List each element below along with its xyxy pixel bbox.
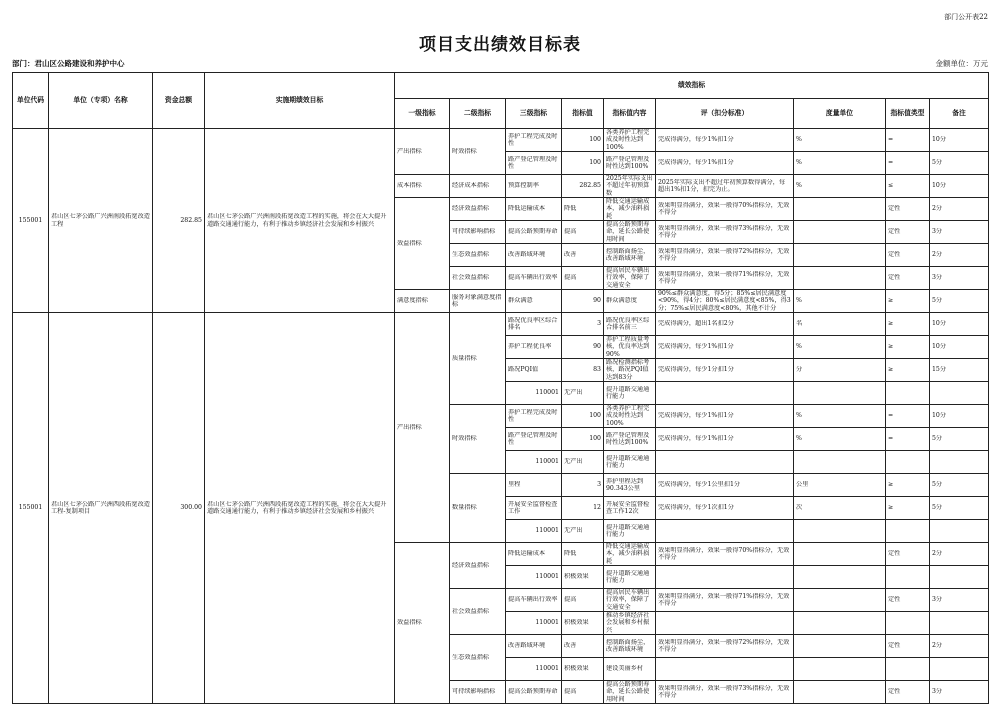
note-cell bbox=[930, 566, 989, 589]
value-cell: 改善 bbox=[562, 244, 604, 267]
level2-cell: 可持续影响指标 bbox=[450, 681, 506, 704]
scoring-cell bbox=[656, 612, 794, 635]
level2-cell: 时效指标 bbox=[450, 129, 506, 175]
content-cell: 群众满意度 bbox=[604, 290, 656, 313]
value-type-cell: ≥ bbox=[886, 313, 930, 336]
content-cell: 降低交通运输成本，减少油料损耗 bbox=[604, 198, 656, 221]
level3-cell: 110001 bbox=[506, 451, 562, 474]
scoring-cell: 效果明显得满分，效果一般得72%指标分，无效不得分 bbox=[656, 635, 794, 658]
level3-cell: 110001 bbox=[506, 612, 562, 635]
value-type-cell bbox=[886, 658, 930, 681]
level3-cell: 提高车辆出行效率 bbox=[506, 267, 562, 290]
level3-cell: 预算控制率 bbox=[506, 175, 562, 198]
level3-cell: 110001 bbox=[506, 520, 562, 543]
measure-cell: 公里 bbox=[794, 474, 886, 497]
value-type-cell: 定性 bbox=[886, 244, 930, 267]
total-funds-cell: 300.00 bbox=[153, 313, 205, 704]
note-cell: 10分 bbox=[930, 129, 989, 152]
scoring-cell: 90%≤群众满意度，得5分；85%≤居民满意度<90%，得4分；80%≤居民满意度<85%，得3分；75%≤居民满意度<80%，其他不计分 bbox=[656, 290, 794, 313]
scoring-cell: 效果明显得满分，效果一般得73%指标分，无效不得分 bbox=[656, 681, 794, 704]
content-cell: 提高公路预期寿命，延长公路使用时间 bbox=[604, 221, 656, 244]
header-note: 备注 bbox=[930, 99, 989, 129]
value-cell: 提高 bbox=[562, 681, 604, 704]
measure-cell: % bbox=[794, 290, 886, 313]
content-cell: 路产登记管理及时性达到100% bbox=[604, 152, 656, 175]
measure-cell: 名 bbox=[794, 313, 886, 336]
level2-cell: 时效指标 bbox=[450, 405, 506, 474]
level2-cell: 经济成本指标 bbox=[450, 175, 506, 198]
measure-cell bbox=[794, 221, 886, 244]
level3-cell: 提高车辆出行效率 bbox=[506, 589, 562, 612]
note-cell: 5分 bbox=[930, 497, 989, 520]
table-row bbox=[13, 129, 989, 152]
measure-cell bbox=[794, 382, 886, 405]
value-type-cell: ≥ bbox=[886, 497, 930, 520]
measure-cell: 分 bbox=[794, 359, 886, 382]
scoring-cell: 完成得满分，每少1%扣1分 bbox=[656, 129, 794, 152]
level3-cell: 路况PQI值 bbox=[506, 359, 562, 382]
note-cell: 10分 bbox=[930, 175, 989, 198]
measure-cell: % bbox=[794, 152, 886, 175]
level3-cell: 110001 bbox=[506, 566, 562, 589]
value-cell: 无产出 bbox=[562, 520, 604, 543]
level1-cell: 产出指标 bbox=[395, 129, 450, 175]
level2-cell: 生态效益指标 bbox=[450, 635, 506, 681]
value-type-cell bbox=[886, 382, 930, 405]
level3-cell: 改善路域环境 bbox=[506, 244, 562, 267]
scoring-cell: 效果明显得满分，效果一般得73%指标分，无效不得分 bbox=[656, 221, 794, 244]
value-type-cell: ≥ bbox=[886, 474, 930, 497]
note-cell: 2分 bbox=[930, 244, 989, 267]
note-cell: 5分 bbox=[930, 474, 989, 497]
scoring-cell: 效果明显得满分，效果一般得70%指标分，无效不得分 bbox=[656, 543, 794, 566]
header-level1: 一级指标 bbox=[395, 99, 450, 129]
measure-cell bbox=[794, 451, 886, 474]
value-type-cell: = bbox=[886, 129, 930, 152]
value-type-cell: 定性 bbox=[886, 635, 930, 658]
measure-cell bbox=[794, 635, 886, 658]
value-cell: 改善 bbox=[562, 635, 604, 658]
note-cell: 5分 bbox=[930, 290, 989, 313]
unit-code-cell: 155001 bbox=[13, 129, 49, 313]
value-cell: 100 bbox=[562, 152, 604, 175]
level1-cell: 效益指标 bbox=[395, 543, 450, 704]
content-cell: 养护里程达到90.343公里 bbox=[604, 474, 656, 497]
page-ref: 部门公开表22 bbox=[944, 13, 988, 21]
content-cell: 降低交通运输成本，减少油料损耗 bbox=[604, 543, 656, 566]
note-cell bbox=[930, 451, 989, 474]
level2-cell: 数量指标 bbox=[450, 474, 506, 543]
scoring-cell bbox=[656, 520, 794, 543]
measure-cell: % bbox=[794, 129, 886, 152]
scoring-cell: 效果明显得满分，效果一般得71%指标分，无效不得分 bbox=[656, 267, 794, 290]
level2-cell: 经济效益指标 bbox=[450, 198, 506, 221]
unit-name-cell: 君山区七茅公路广兴洲南段拓宽改造工程 bbox=[49, 129, 153, 313]
measure-cell bbox=[794, 198, 886, 221]
content-cell: 各类养护工程完成及时性达到100% bbox=[604, 129, 656, 152]
value-type-cell bbox=[886, 566, 930, 589]
scoring-cell: 效果明显得满分，效果一般得70%指标分，无效不得分 bbox=[656, 198, 794, 221]
note-cell: 5分 bbox=[930, 428, 989, 451]
measure-cell bbox=[794, 681, 886, 704]
value-type-cell: ≤ bbox=[886, 175, 930, 198]
measure-cell: % bbox=[794, 175, 886, 198]
scoring-cell: 完成得满分，每少1次扣1分 bbox=[656, 497, 794, 520]
value-cell: 83 bbox=[562, 359, 604, 382]
value-cell: 100 bbox=[562, 129, 604, 152]
value-cell: 提高 bbox=[562, 221, 604, 244]
scoring-cell bbox=[656, 382, 794, 405]
level3-cell: 提高公路预期寿命 bbox=[506, 681, 562, 704]
level1-cell: 满意度指标 bbox=[395, 290, 450, 313]
content-cell: 路况优良率区综合排名前三 bbox=[604, 313, 656, 336]
unit-name-cell: 君山区七茅公路广兴洲西段拓宽改造工程-复制项目 bbox=[49, 313, 153, 704]
table-row bbox=[13, 313, 989, 336]
content-cell: 各类养护工程完成及时性达到100% bbox=[604, 405, 656, 428]
level3-cell: 提高公路预期寿命 bbox=[506, 221, 562, 244]
level2-cell: 社会效益指标 bbox=[450, 589, 506, 635]
level2-cell: 经济效益指标 bbox=[450, 543, 506, 589]
content-cell: 提升道路交通通行能力 bbox=[604, 451, 656, 474]
level3-cell: 养护工程完成及时性 bbox=[506, 405, 562, 428]
scoring-cell: 完成得满分，超出1名扣2分 bbox=[656, 313, 794, 336]
content-cell: 路产登记管理及时性达到100% bbox=[604, 428, 656, 451]
level2-cell: 服务对象满意度指标 bbox=[450, 290, 506, 313]
scoring-cell: 完成得满分，每少1%扣1分 bbox=[656, 405, 794, 428]
value-cell: 降低 bbox=[562, 543, 604, 566]
measure-cell bbox=[794, 612, 886, 635]
header-measure: 度量单位 bbox=[794, 99, 886, 129]
value-type-cell bbox=[886, 520, 930, 543]
value-cell: 100 bbox=[562, 405, 604, 428]
level3-cell: 路产登记管理及时性 bbox=[506, 152, 562, 175]
note-cell: 2分 bbox=[930, 543, 989, 566]
measure-cell bbox=[794, 566, 886, 589]
scoring-cell: 完成得满分，每少1公里扣1分 bbox=[656, 474, 794, 497]
scoring-cell bbox=[656, 566, 794, 589]
content-cell: 控制路面扬尘，改善路域环境 bbox=[604, 244, 656, 267]
header-unit-code: 单位代码 bbox=[13, 73, 49, 129]
unit-code-cell: 155001 bbox=[13, 313, 49, 704]
header-indicators: 绩效指标 bbox=[395, 73, 989, 99]
header-goal: 实施期绩效目标 bbox=[205, 73, 395, 129]
content-cell: 提高居民车辆出行效率，保障了交通安全 bbox=[604, 267, 656, 290]
department-label: 部门：君山区公路建设和养护中心 bbox=[12, 59, 125, 68]
value-cell: 提高 bbox=[562, 589, 604, 612]
value-cell: 无产出 bbox=[562, 451, 604, 474]
note-cell: 3分 bbox=[930, 681, 989, 704]
level3-cell: 路况优良率区综合排名 bbox=[506, 313, 562, 336]
level1-cell: 产出指标 bbox=[395, 313, 450, 543]
note-cell: 5分 bbox=[930, 152, 989, 175]
note-cell bbox=[930, 612, 989, 635]
measure-cell: % bbox=[794, 405, 886, 428]
header-level2: 二级指标 bbox=[450, 99, 506, 129]
level2-cell: 可持续影响指标 bbox=[450, 221, 506, 244]
note-cell: 10分 bbox=[930, 313, 989, 336]
measure-cell bbox=[794, 658, 886, 681]
value-cell: 3 bbox=[562, 313, 604, 336]
level3-cell: 里程 bbox=[506, 474, 562, 497]
goal-cell: 君山区七茅公路广兴洲西段拓宽改造工程的实施，将会在大大提升道路交通通行能力，有利于推动乡镇经济社会发展和乡村振兴 bbox=[205, 313, 395, 704]
level2-cell: 质量指标 bbox=[450, 313, 506, 405]
value-type-cell: = bbox=[886, 405, 930, 428]
level3-cell: 降低运输成本 bbox=[506, 198, 562, 221]
value-type-cell: = bbox=[886, 152, 930, 175]
value-cell: 积极效果 bbox=[562, 658, 604, 681]
value-cell: 积极效果 bbox=[562, 612, 604, 635]
level3-cell: 110001 bbox=[506, 658, 562, 681]
value-type-cell: 定性 bbox=[886, 681, 930, 704]
content-cell: 养护工程质量考核，优良率达到90% bbox=[604, 336, 656, 359]
content-cell: 开展安全监督检查工作12次 bbox=[604, 497, 656, 520]
note-cell: 3分 bbox=[930, 267, 989, 290]
content-cell: 控制路面扬尘，改善路域环境 bbox=[604, 635, 656, 658]
note-cell bbox=[930, 658, 989, 681]
amount-unit-label: 金额单位：万元 bbox=[935, 59, 988, 68]
value-type-cell bbox=[886, 612, 930, 635]
note-cell: 3分 bbox=[930, 221, 989, 244]
header-scoring: 评（扣分标准） bbox=[656, 99, 794, 129]
level3-cell: 养护工程优良率 bbox=[506, 336, 562, 359]
value-type-cell: 定性 bbox=[886, 221, 930, 244]
measure-cell bbox=[794, 244, 886, 267]
level3-cell: 110001 bbox=[506, 382, 562, 405]
level3-cell: 群众满意 bbox=[506, 290, 562, 313]
measure-cell: % bbox=[794, 428, 886, 451]
content-cell: 提升道路交通通行能力 bbox=[604, 566, 656, 589]
content-cell: 提高公路预期寿命，延长公路使用时间 bbox=[604, 681, 656, 704]
page-title: 项目支出绩效目标表 bbox=[419, 35, 581, 55]
level3-cell: 降低运输成本 bbox=[506, 543, 562, 566]
value-cell: 90 bbox=[562, 336, 604, 359]
content-cell: 提升道路交通通行能力 bbox=[604, 382, 656, 405]
level3-cell: 改善路域环境 bbox=[506, 635, 562, 658]
scoring-cell: 效果明显得满分，效果一般得71%指标分，无效不得分 bbox=[656, 589, 794, 612]
level3-cell: 路产登记管理及时性 bbox=[506, 428, 562, 451]
value-cell: 提高 bbox=[562, 267, 604, 290]
value-type-cell: ≥ bbox=[886, 359, 930, 382]
value-type-cell: 定性 bbox=[886, 267, 930, 290]
value-cell: 282.85 bbox=[562, 175, 604, 198]
scoring-cell: 2025年实际支出不超过年初预算数得满分，每超出1%扣1分，扣完为止。 bbox=[656, 175, 794, 198]
header-level3: 三级指标 bbox=[506, 99, 562, 129]
value-cell: 降低 bbox=[562, 198, 604, 221]
level1-cell: 成本指标 bbox=[395, 175, 450, 198]
header-unit-name: 单位（专项）名称 bbox=[49, 73, 153, 129]
table-body bbox=[13, 129, 989, 704]
measure-cell bbox=[794, 543, 886, 566]
total-funds-cell: 282.85 bbox=[153, 129, 205, 313]
header-content: 指标值内容 bbox=[604, 99, 656, 129]
note-cell: 2分 bbox=[930, 635, 989, 658]
value-cell: 90 bbox=[562, 290, 604, 313]
note-cell: 15分 bbox=[930, 359, 989, 382]
note-cell: 3分 bbox=[930, 589, 989, 612]
note-cell: 10分 bbox=[930, 405, 989, 428]
content-cell: 路况检测指标考核，路况PQI值达到83分 bbox=[604, 359, 656, 382]
value-type-cell: 定性 bbox=[886, 589, 930, 612]
value-type-cell: 定性 bbox=[886, 543, 930, 566]
measure-cell bbox=[794, 520, 886, 543]
value-type-cell: 定性 bbox=[886, 198, 930, 221]
scoring-cell bbox=[656, 658, 794, 681]
scoring-cell: 完成得满分，每少1分扣1分 bbox=[656, 359, 794, 382]
value-cell: 12 bbox=[562, 497, 604, 520]
scoring-cell: 效果明显得满分，效果一般得72%指标分，无效不得分 bbox=[656, 244, 794, 267]
level2-cell: 社会效益指标 bbox=[450, 267, 506, 290]
value-cell: 3 bbox=[562, 474, 604, 497]
goal-cell: 君山区七茅公路广兴洲南段拓宽改造工程的实施，将会在大大提升道路交通通行能力，有利于推动乡镇经济社会发展和乡村振兴 bbox=[205, 129, 395, 313]
note-cell: 10分 bbox=[930, 336, 989, 359]
measure-cell bbox=[794, 589, 886, 612]
scoring-cell: 完成得满分，每少1%扣1分 bbox=[656, 152, 794, 175]
content-cell: 建设美丽乡村 bbox=[604, 658, 656, 681]
scoring-cell: 完成得满分，每少1%扣1分 bbox=[656, 336, 794, 359]
value-type-cell: ≥ bbox=[886, 336, 930, 359]
content-cell: 2025年实际支出不超过年初预算数 bbox=[604, 175, 656, 198]
level3-cell: 养护工程完成及时性 bbox=[506, 129, 562, 152]
content-cell: 提高居民车辆出行效率，保障了交通安全 bbox=[604, 589, 656, 612]
header-value: 指标值 bbox=[562, 99, 604, 129]
value-cell: 无产出 bbox=[562, 382, 604, 405]
measure-cell: % bbox=[794, 336, 886, 359]
level2-cell: 生态效益指标 bbox=[450, 244, 506, 267]
content-cell: 提升道路交通通行能力 bbox=[604, 520, 656, 543]
value-cell: 积极效果 bbox=[562, 566, 604, 589]
level3-cell: 开展安全监督检查工作 bbox=[506, 497, 562, 520]
note-cell: 2分 bbox=[930, 198, 989, 221]
level1-cell: 效益指标 bbox=[395, 198, 450, 290]
header-value-type: 指标值类型 bbox=[886, 99, 930, 129]
measure-cell bbox=[794, 267, 886, 290]
note-cell bbox=[930, 382, 989, 405]
measure-cell: 次 bbox=[794, 497, 886, 520]
value-type-cell: = bbox=[886, 428, 930, 451]
scoring-cell bbox=[656, 451, 794, 474]
note-cell bbox=[930, 520, 989, 543]
content-cell: 推动乡镇经济社会发展和乡村振兴 bbox=[604, 612, 656, 635]
value-type-cell: ≥ bbox=[886, 290, 930, 313]
performance-table bbox=[12, 72, 989, 704]
value-type-cell bbox=[886, 451, 930, 474]
value-cell: 100 bbox=[562, 428, 604, 451]
header-total-funds: 资金总额 bbox=[153, 73, 205, 129]
scoring-cell: 完成得满分，每少1%扣1分 bbox=[656, 428, 794, 451]
